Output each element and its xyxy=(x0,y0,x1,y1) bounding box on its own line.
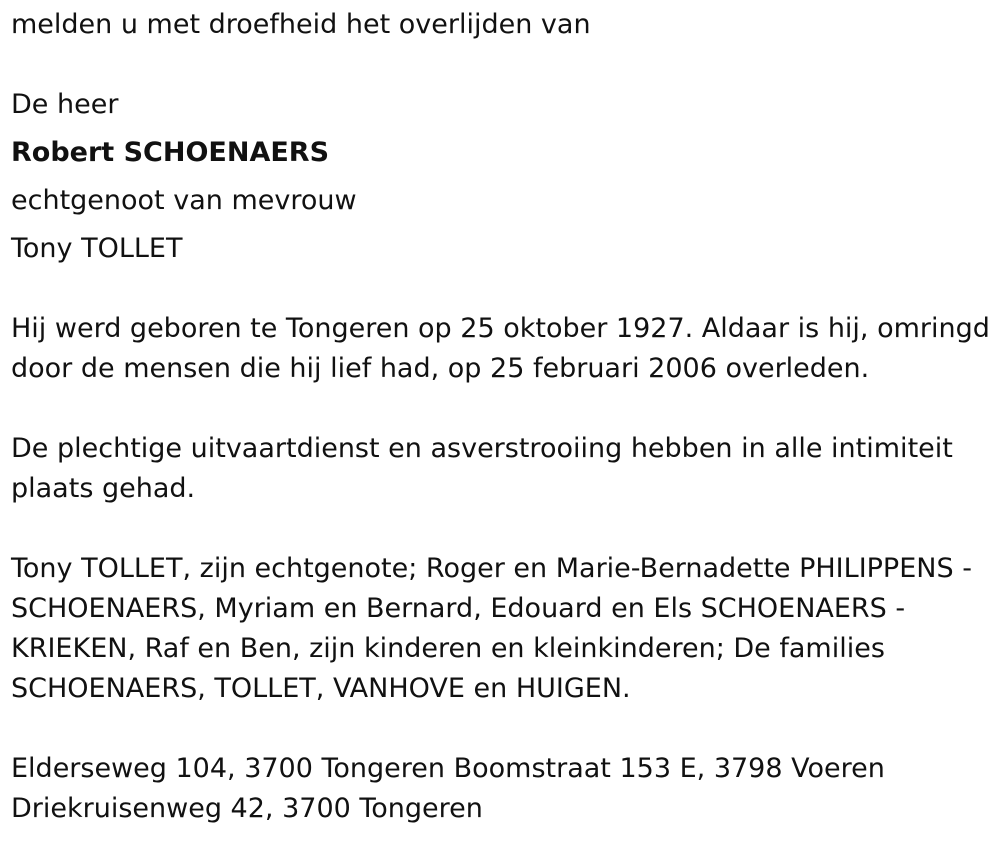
intro-text: melden u met droefheid het overlijden van xyxy=(11,9,591,40)
paragraph-line: Hij werd geboren te Tongeren op 25 oktober 1927. Aldaar is hij, omringd xyxy=(11,313,990,344)
paragraph-line: door de mensen die hij lief had, op 25 februari 2006 overleden. xyxy=(11,353,870,384)
spacer xyxy=(11,269,1000,309)
deceased-name: Robert SCHOENAERS xyxy=(11,137,330,168)
spouse-name: Tony TOLLET xyxy=(11,233,183,264)
paragraph-line: plaats gehad. xyxy=(11,473,196,504)
address-line: Elderseweg 104, 3700 Tongeren Boomstraat 153 E, 3798 Voeren xyxy=(11,753,885,784)
ceremony-paragraph xyxy=(11,429,1000,509)
spacer xyxy=(11,45,1000,85)
salutation: De heer xyxy=(11,89,119,120)
addresses xyxy=(11,749,1000,829)
paragraph-line: KRIEKEN, Raf en Ben, zijn kinderen en kleinkinderen; De families xyxy=(11,633,885,664)
relation-text: echtgenoot van mevrouw xyxy=(11,185,357,216)
spacer xyxy=(11,709,1000,749)
spacer xyxy=(11,509,1000,549)
paragraph-line: De plechtige uitvaartdienst en asverstrooiing hebben in alle intimiteit xyxy=(11,433,953,464)
paragraph-line: SCHOENAERS, Myriam en Bernard, Edouard en Els SCHOENAERS - xyxy=(11,593,906,624)
address-line: Driekruisenweg 42, 3700 Tongeren xyxy=(11,793,483,824)
paragraph-line: Tony TOLLET, zijn echtgenote; Roger en Marie-Bernadette PHILIPPENS - xyxy=(11,553,972,584)
birth-paragraph xyxy=(11,309,1000,389)
spacer xyxy=(11,389,1000,429)
paragraph-line: SCHOENAERS, TOLLET, VANHOVE en HUIGEN. xyxy=(11,673,631,704)
family-paragraph xyxy=(11,549,1000,709)
